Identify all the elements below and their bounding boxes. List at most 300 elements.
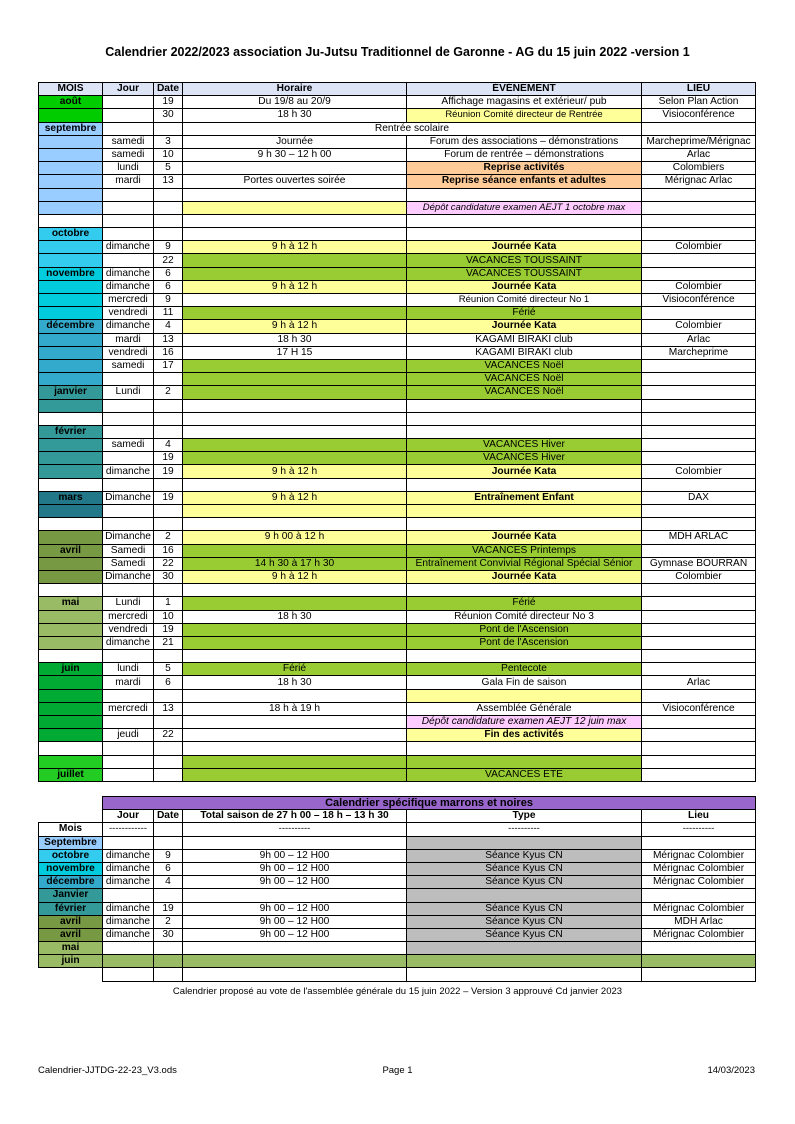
place-cell	[642, 254, 756, 267]
day-cell: mercredi	[103, 294, 154, 307]
date-cell: 6	[154, 280, 183, 293]
place-cell: Colombier	[642, 280, 756, 293]
place-cell: MDH ARLAC	[642, 531, 756, 544]
time-cell: 9h 00 – 12 H00	[183, 902, 407, 915]
date-cell	[154, 650, 183, 663]
event-cell: KAGAMI BIRAKI club	[407, 346, 642, 359]
time-cell: 9 h 00 à 12 h	[183, 531, 407, 544]
special-title: Calendrier spécifique marrons et noires	[103, 797, 756, 810]
table-row	[39, 148, 756, 161]
table-row	[39, 928, 756, 941]
date-cell: 19	[154, 452, 183, 465]
month-cell: Janvier	[39, 889, 103, 902]
special-header-date: Date	[154, 810, 183, 823]
event-cell	[407, 650, 642, 663]
month-cell	[39, 742, 103, 755]
date-cell: 22	[154, 729, 183, 742]
date-cell	[154, 889, 183, 902]
day-cell	[103, 109, 154, 122]
month-cell	[39, 241, 103, 254]
place-cell	[642, 889, 756, 902]
table-row	[39, 889, 756, 902]
date-cell: 22	[154, 254, 183, 267]
month-cell: février	[39, 902, 103, 915]
place-cell: Arlac	[642, 333, 756, 346]
date-cell: 21	[154, 636, 183, 649]
special-header-row	[39, 810, 756, 823]
date-cell: 30	[154, 928, 183, 941]
time-cell: Portes ouvertes soirée	[183, 175, 407, 188]
dash-cell: ----------	[407, 823, 642, 836]
date-cell	[154, 742, 183, 755]
place-cell	[642, 307, 756, 320]
place-cell	[642, 188, 756, 201]
day-cell	[103, 254, 154, 267]
date-cell: 19	[154, 465, 183, 478]
day-cell: dimanche	[103, 862, 154, 875]
blank-cell	[154, 968, 183, 981]
place-cell	[642, 836, 756, 849]
table-row	[39, 491, 756, 504]
event-cell	[407, 478, 642, 491]
time-cell	[183, 597, 407, 610]
time-cell: 9 h à 12 h	[183, 320, 407, 333]
month-cell	[39, 570, 103, 583]
month-cell: janvier	[39, 386, 103, 399]
month-cell	[39, 373, 103, 386]
month-cell: juin	[39, 955, 103, 968]
day-cell	[103, 650, 154, 663]
place-cell: Mérignac Colombier	[642, 902, 756, 915]
event-cell: Reprise activités	[407, 162, 642, 175]
special-header-jour: Jour	[103, 810, 154, 823]
date-cell: 2	[154, 386, 183, 399]
date-cell	[154, 201, 183, 214]
blank-cell	[154, 823, 183, 836]
month-cell	[39, 676, 103, 689]
table-row	[39, 557, 756, 570]
table-row	[39, 544, 756, 557]
time-cell: 9 h à 12 h	[183, 570, 407, 583]
approval-note: Calendrier proposé au vote de l'assemblée générale du 15 juin 2022 – Version 3 approuvé Cd janvier 2023	[172, 986, 623, 997]
time-cell	[183, 439, 407, 452]
header-horaire: Horaire	[183, 83, 407, 96]
event-cell: Entraînement Enfant	[407, 491, 642, 504]
event-cell: VACANCES ETE	[407, 768, 642, 781]
day-cell: samedi	[103, 148, 154, 161]
place-cell: Mérignac Colombier	[642, 862, 756, 875]
event-cell: VACANCES Noël	[407, 386, 642, 399]
place-cell: Visioconférence	[642, 702, 756, 715]
date-cell	[154, 955, 183, 968]
event-cell: Férié	[407, 597, 642, 610]
date-cell: 5	[154, 162, 183, 175]
place-cell: Selon Plan Action	[642, 96, 756, 109]
date-cell: 10	[154, 610, 183, 623]
place-cell	[642, 610, 756, 623]
month-cell: novembre	[39, 267, 103, 280]
month-cell: juillet	[39, 768, 103, 781]
event-cell: Pont de l'Ascension	[407, 623, 642, 636]
type-cell	[407, 942, 642, 955]
event-cell: KAGAMI BIRAKI club	[407, 333, 642, 346]
day-cell: Lundi	[103, 597, 154, 610]
day-cell: dimanche	[103, 902, 154, 915]
event-cell: Assemblée Générale	[407, 702, 642, 715]
time-cell	[183, 729, 407, 742]
place-cell: Colombier	[642, 320, 756, 333]
day-cell	[103, 228, 154, 241]
time-cell	[183, 755, 407, 768]
time-cell	[183, 768, 407, 781]
date-cell: 16	[154, 346, 183, 359]
table-row	[39, 214, 756, 227]
event-cell: VACANCES Printemps	[407, 544, 642, 557]
event-cell	[407, 755, 642, 768]
event-cell: Dépôt candidature examen AEJT 1 octobre max	[407, 201, 642, 214]
place-cell: Mérignac Colombier	[642, 928, 756, 941]
date-cell: 2	[154, 915, 183, 928]
time-cell: 9h 00 – 12 H00	[183, 915, 407, 928]
time-cell	[183, 650, 407, 663]
type-cell	[407, 889, 642, 902]
table-row	[39, 412, 756, 425]
place-cell: Arlac	[642, 148, 756, 161]
table-row	[39, 663, 756, 676]
date-cell	[154, 478, 183, 491]
table-row	[39, 505, 756, 518]
day-cell: vendredi	[103, 623, 154, 636]
day-cell	[103, 122, 154, 135]
place-cell	[642, 386, 756, 399]
event-cell: Affichage magasins et extérieur/ pub	[407, 96, 642, 109]
time-cell	[183, 386, 407, 399]
event-cell	[407, 425, 642, 438]
month-cell	[39, 755, 103, 768]
time-cell	[183, 162, 407, 175]
date-cell: 10	[154, 148, 183, 161]
month-cell	[39, 702, 103, 715]
time-cell	[183, 214, 407, 227]
date-cell: 4	[154, 439, 183, 452]
place-cell	[642, 716, 756, 729]
table-row	[39, 228, 756, 241]
date-cell	[154, 755, 183, 768]
time-cell	[183, 518, 407, 531]
month-cell	[39, 333, 103, 346]
day-cell	[103, 373, 154, 386]
time-cell	[183, 742, 407, 755]
header-evenement: ÉVÉNEMENT	[407, 83, 642, 96]
time-cell	[183, 716, 407, 729]
header-date: Date	[154, 83, 183, 96]
date-cell: 6	[154, 862, 183, 875]
date-cell	[154, 768, 183, 781]
event-cell: VACANCES TOUSSAINT	[407, 254, 642, 267]
day-cell: dimanche	[103, 320, 154, 333]
table-row	[39, 636, 756, 649]
blank-cell	[39, 968, 103, 981]
day-cell: Dimanche	[103, 491, 154, 504]
date-cell	[154, 412, 183, 425]
day-cell: mardi	[103, 676, 154, 689]
month-cell: mai	[39, 942, 103, 955]
month-cell	[39, 584, 103, 597]
header-jour: Jour	[103, 83, 154, 96]
event-cell: Réunion Comité directeur No 3	[407, 610, 642, 623]
table-row	[39, 584, 756, 597]
table-row	[39, 597, 756, 610]
month-cell	[39, 531, 103, 544]
time-cell	[183, 267, 407, 280]
table-row	[39, 175, 756, 188]
time-cell: 9 h 30 – 12 h 00	[183, 148, 407, 161]
date-cell: 16	[154, 544, 183, 557]
type-cell: Séance Kyus CN	[407, 928, 642, 941]
month-cell	[39, 359, 103, 372]
month-cell	[39, 465, 103, 478]
day-cell: lundi	[103, 663, 154, 676]
time-cell: 9 h à 12 h	[183, 465, 407, 478]
event-cell	[407, 742, 642, 755]
date-cell: 22	[154, 557, 183, 570]
time-cell: 9h 00 – 12 H00	[183, 862, 407, 875]
blank-cell	[103, 968, 154, 981]
place-cell	[642, 742, 756, 755]
date-cell	[154, 425, 183, 438]
place-cell: Colombier	[642, 465, 756, 478]
date-cell: 13	[154, 333, 183, 346]
time-cell: Journée	[183, 135, 407, 148]
place-cell	[642, 955, 756, 968]
event-cell	[407, 412, 642, 425]
month-cell	[39, 201, 103, 214]
table-row	[39, 716, 756, 729]
time-cell	[183, 188, 407, 201]
day-cell: dimanche	[103, 849, 154, 862]
date-cell: 2	[154, 531, 183, 544]
time-cell: 14 h 30 à 17 h 30	[183, 557, 407, 570]
dash-cell: ------------	[103, 823, 154, 836]
date-cell: 19	[154, 902, 183, 915]
month-cell: avril	[39, 915, 103, 928]
special-calendar-table	[38, 796, 756, 982]
day-cell: dimanche	[103, 267, 154, 280]
day-cell: samedi	[103, 135, 154, 148]
place-cell	[642, 755, 756, 768]
month-cell	[39, 452, 103, 465]
month-cell	[39, 716, 103, 729]
date-cell: 17	[154, 359, 183, 372]
event-cell: Férié	[407, 307, 642, 320]
event-cell	[407, 228, 642, 241]
day-cell	[103, 214, 154, 227]
month-cell: octobre	[39, 849, 103, 862]
time-cell	[183, 544, 407, 557]
place-cell: DAX	[642, 491, 756, 504]
table-row	[39, 135, 756, 148]
table-row	[39, 241, 756, 254]
day-cell	[103, 425, 154, 438]
day-cell: dimanche	[103, 876, 154, 889]
time-cell: 17 H 15	[183, 346, 407, 359]
day-cell	[103, 96, 154, 109]
date-cell: 5	[154, 663, 183, 676]
table-row	[39, 254, 756, 267]
month-cell	[39, 399, 103, 412]
blank-cell	[407, 968, 642, 981]
day-cell	[103, 755, 154, 768]
table-row	[39, 702, 756, 715]
month-cell: février	[39, 425, 103, 438]
date-cell	[154, 505, 183, 518]
date-cell: 19	[154, 96, 183, 109]
day-cell: mardi	[103, 333, 154, 346]
table-row	[39, 373, 756, 386]
day-cell: dimanche	[103, 915, 154, 928]
date-cell: 11	[154, 307, 183, 320]
month-cell	[39, 689, 103, 702]
month-cell	[39, 346, 103, 359]
blank-cell	[39, 810, 103, 823]
table-row	[39, 623, 756, 636]
table-row	[39, 386, 756, 399]
table-row	[39, 610, 756, 623]
place-cell: Marcheprime/Mérignac	[642, 135, 756, 148]
day-cell	[103, 889, 154, 902]
day-cell: vendredi	[103, 346, 154, 359]
blank-cell	[642, 968, 756, 981]
table-row	[39, 201, 756, 214]
place-cell	[642, 942, 756, 955]
time-cell	[183, 294, 407, 307]
table-row	[39, 96, 756, 109]
month-cell: décembre	[39, 876, 103, 889]
place-cell	[642, 505, 756, 518]
time-cell	[183, 636, 407, 649]
table-row	[39, 162, 756, 175]
day-cell: dimanche	[103, 636, 154, 649]
event-cell	[407, 518, 642, 531]
event-cell: Pentecote	[407, 663, 642, 676]
main-calendar-table	[38, 82, 756, 782]
table-row	[39, 188, 756, 201]
table-row	[39, 902, 756, 915]
month-cell	[39, 175, 103, 188]
time-cell: 9 h à 12 h	[183, 241, 407, 254]
place-cell: Arlac	[642, 676, 756, 689]
place-cell	[642, 650, 756, 663]
time-cell	[183, 584, 407, 597]
table-row	[39, 280, 756, 293]
event-cell	[407, 689, 642, 702]
date-cell: 9	[154, 241, 183, 254]
event-cell: Forum des associations – démonstrations	[407, 135, 642, 148]
place-cell: Visioconférence	[642, 294, 756, 307]
time-cell: 18 h à 19 h	[183, 702, 407, 715]
month-cell: décembre	[39, 320, 103, 333]
main-header-row	[39, 83, 756, 96]
time-cell	[183, 228, 407, 241]
blank-cell	[39, 797, 103, 810]
day-cell	[103, 188, 154, 201]
event-cell: Forum de rentrée – démonstrations	[407, 148, 642, 161]
event-cell: Reprise séance enfants et adultes	[407, 175, 642, 188]
table-row	[39, 294, 756, 307]
table-row	[39, 425, 756, 438]
day-cell: samedi	[103, 439, 154, 452]
date-cell: 30	[154, 109, 183, 122]
table-row	[39, 307, 756, 320]
place-cell	[642, 425, 756, 438]
table-row	[39, 729, 756, 742]
month-cell: mars	[39, 491, 103, 504]
day-cell	[103, 955, 154, 968]
place-cell	[642, 214, 756, 227]
day-cell: dimanche	[103, 280, 154, 293]
day-cell: dimanche	[103, 241, 154, 254]
table-row	[39, 915, 756, 928]
table-row	[39, 267, 756, 280]
table-row	[39, 465, 756, 478]
table-row	[39, 109, 756, 122]
header-mois: MOIS	[39, 83, 103, 96]
table-row	[39, 452, 756, 465]
time-cell	[183, 201, 407, 214]
type-cell: Séance Kyus CN	[407, 902, 642, 915]
time-cell	[183, 452, 407, 465]
table-row	[39, 942, 756, 955]
month-cell	[39, 280, 103, 293]
date-cell	[154, 188, 183, 201]
event-cell: VACANCES Hiver	[407, 452, 642, 465]
time-cell	[183, 689, 407, 702]
day-cell	[103, 201, 154, 214]
place-cell: Colombier	[642, 241, 756, 254]
table-row	[39, 333, 756, 346]
day-cell: dimanche	[103, 928, 154, 941]
month-cell	[39, 518, 103, 531]
time-cell	[183, 425, 407, 438]
special-dash-row	[39, 823, 756, 836]
date-cell	[154, 716, 183, 729]
special-header-total: Total saison de 27 h 00 – 18 h – 13 h 30	[183, 810, 407, 823]
place-cell: Gymnase BOURRAN	[642, 557, 756, 570]
table-row	[39, 862, 756, 875]
table-row	[39, 346, 756, 359]
month-cell: novembre	[39, 862, 103, 875]
date-cell	[154, 228, 183, 241]
time-cell	[183, 478, 407, 491]
month-cell	[39, 623, 103, 636]
date-cell: 4	[154, 876, 183, 889]
place-cell	[642, 452, 756, 465]
month-cell: août	[39, 96, 103, 109]
event-cell: Rentrée scolaire	[183, 122, 642, 135]
place-cell	[642, 373, 756, 386]
date-cell	[154, 399, 183, 412]
place-cell	[642, 478, 756, 491]
month-cell	[39, 162, 103, 175]
table-row	[39, 768, 756, 781]
date-cell: 19	[154, 491, 183, 504]
time-cell: 9h 00 – 12 H00	[183, 849, 407, 862]
place-cell	[642, 663, 756, 676]
table-row	[39, 320, 756, 333]
month-cell	[39, 650, 103, 663]
month-cell	[39, 135, 103, 148]
table-row	[39, 399, 756, 412]
